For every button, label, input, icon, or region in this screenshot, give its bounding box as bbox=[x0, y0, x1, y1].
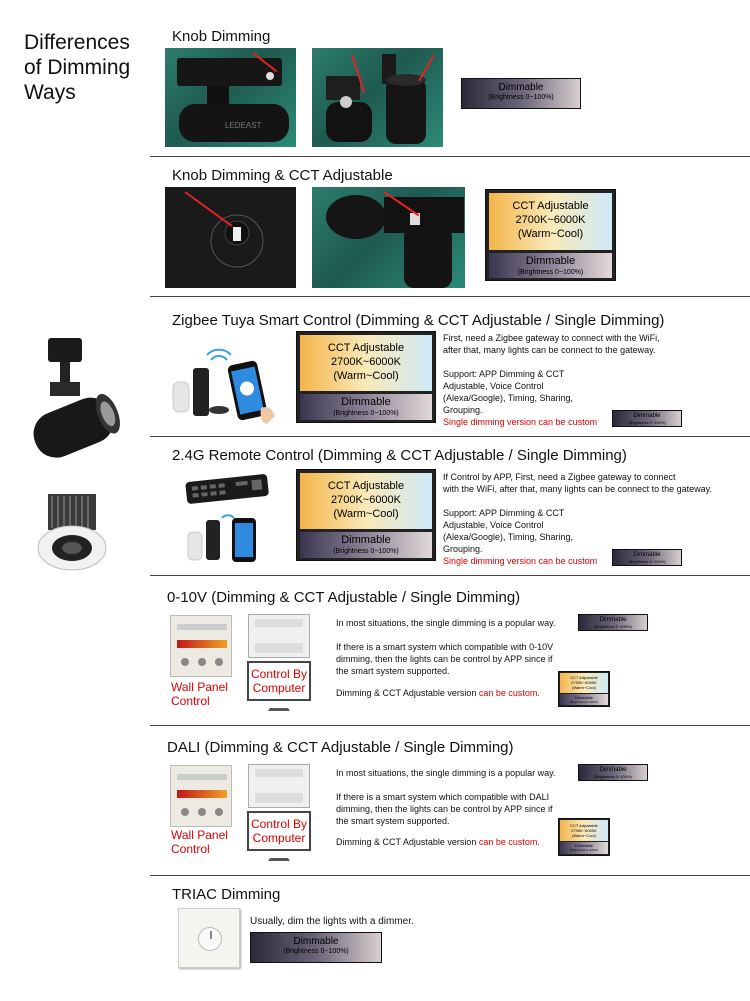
remote-p1-line-1: If Control by APP, First, need a Zigbee gateway to connect bbox=[443, 472, 676, 482]
cct-line-2: 2700K~6000K bbox=[330, 494, 402, 506]
control-by-computer-line-1: Control By bbox=[250, 667, 308, 681]
cct-gradient bbox=[560, 820, 608, 841]
cct-gradient bbox=[560, 673, 608, 693]
controller-module-image bbox=[248, 764, 310, 808]
control-by-computer-line-2: Computer bbox=[252, 831, 306, 845]
cct-dim-label: Dimmable bbox=[525, 255, 576, 267]
controller-module-image bbox=[248, 614, 310, 658]
cct-line-2: 2700K~6000K bbox=[330, 356, 402, 368]
remote-p2-line-1: Support: APP Dimming & CCT bbox=[443, 508, 565, 518]
remote-custom-note: Single dimming version can be custom bbox=[443, 556, 598, 566]
remote-p2-line-2: Adjustable, Voice Control bbox=[443, 520, 544, 530]
cct-dim-bar bbox=[300, 532, 432, 558]
remote-description bbox=[443, 471, 748, 567]
dimmer-knob-icon bbox=[198, 927, 222, 951]
remote-devices-image bbox=[182, 474, 272, 566]
zigbee-p1-line-2: after that, many lights can be connect to the gateway. bbox=[443, 345, 656, 355]
0-10v-p2 bbox=[336, 641, 586, 677]
cct-gradient bbox=[489, 193, 612, 250]
dimmable-badge-sub: (Brightness 0~100%) bbox=[488, 94, 554, 101]
section-title-triac: TRIAC Dimming bbox=[172, 886, 281, 903]
zigbee-p2-line-1: Support: APP Dimming & CCT bbox=[443, 369, 565, 379]
cct-line-2: 2700K~6000K bbox=[515, 214, 586, 226]
section-divider bbox=[150, 436, 750, 437]
dimmable-badge-label: Dimmable bbox=[599, 767, 627, 773]
cct-dim-label: Dimmable bbox=[341, 396, 391, 408]
smart-devices-image bbox=[165, 338, 280, 428]
wall-panel-label-line-1: Wall Panel bbox=[171, 680, 228, 694]
mini-cct-badge bbox=[558, 818, 610, 856]
dimmable-badge-sub: (Brightness 0~100%) bbox=[283, 948, 349, 955]
cct-line-1: CCT Adjustable bbox=[570, 823, 598, 828]
dimmable-badge-sub: (Brightness 0~100%) bbox=[628, 559, 666, 564]
remote-p2-line-3: (Alexa/Google), Timing, Sharing, bbox=[443, 532, 574, 542]
control-by-computer-box bbox=[247, 661, 311, 701]
dimmable-badge-small bbox=[578, 764, 648, 781]
page-title-line-1: Differences bbox=[24, 31, 130, 54]
dimmable-badge-sub: (Brightness 0~100%) bbox=[594, 774, 632, 779]
knob-light-photo-1 bbox=[165, 48, 296, 147]
triac-dimmer-image bbox=[178, 908, 240, 968]
section-divider bbox=[150, 156, 750, 157]
dimmable-badge-label: Dimmable bbox=[293, 936, 339, 947]
dali-p3-custom: can be custom. bbox=[478, 837, 540, 847]
dimmable-badge-label: Dimmable bbox=[633, 552, 661, 558]
zigbee-p1-line-1: First, need a Zigbee gateway to connect with the WiFi, bbox=[443, 333, 660, 343]
cct-line-3: (Warm~Cool) bbox=[333, 508, 399, 520]
cct-gradient bbox=[300, 473, 432, 529]
section-title-remote: 2.4G Remote Control (Dimming & CCT Adjustable / Single Dimming) bbox=[172, 447, 627, 464]
downlight-product-image bbox=[32, 490, 112, 580]
dali-p2 bbox=[336, 791, 586, 827]
zigbee-custom-note: Single dimming version can be custom bbox=[443, 417, 598, 427]
cct-dim-sub: (Brightness 0~100%) bbox=[569, 848, 599, 852]
dali-p2-line-1: If there is a smart system which compatible with DALI bbox=[336, 792, 550, 802]
0-10v-p3 bbox=[336, 687, 540, 699]
cct-line-1: CCT Adjustable bbox=[570, 675, 598, 680]
0-10v-p1: In most situations, the single dimming is a popular way. bbox=[336, 618, 556, 628]
0-10v-p2-line-1: If there is a smart system which compatible with 0-10V bbox=[336, 642, 554, 652]
dali-p3-text: Dimming & CCT Adjustable version bbox=[336, 837, 479, 847]
cct-line-1: CCT Adjustable bbox=[327, 480, 405, 492]
cct-line-3: (Warm~Cool) bbox=[517, 228, 584, 240]
remote-p2-line-4: Grouping. bbox=[443, 544, 483, 554]
dimmable-badge-label: Dimmable bbox=[633, 413, 661, 419]
wall-panel-label-line-2: Control bbox=[171, 694, 210, 708]
cct-line-3: (Warm~Cool) bbox=[572, 833, 596, 838]
monitor-stand-icon bbox=[268, 701, 290, 711]
cct-dim-bar bbox=[560, 694, 608, 705]
remote-p1-line-2: with the WiFi, after that, many lights can be connect to the gateway. bbox=[443, 484, 712, 494]
dimmable-badge bbox=[250, 932, 382, 963]
page-title-line-2: of Dimming bbox=[24, 56, 131, 79]
zigbee-p2-line-4: Grouping. bbox=[443, 405, 483, 415]
dimmable-badge-label: Dimmable bbox=[498, 82, 544, 93]
knob-cct-photo-1 bbox=[165, 187, 296, 288]
section-divider bbox=[150, 875, 750, 876]
dimmable-badge-sub: (Brightness 0~100%) bbox=[594, 624, 632, 629]
section-title-dali: DALI (Dimming & CCT Adjustable / Single Dimming) bbox=[167, 739, 514, 756]
dali-p1: In most situations, the single dimming is a popular way. bbox=[336, 768, 556, 778]
wall-panel-label-line-2: Control bbox=[171, 842, 210, 856]
cct-dim-sub: (Brightness 0~100%) bbox=[517, 269, 584, 276]
cct-line-1: CCT Adjustable bbox=[512, 200, 589, 212]
section-divider bbox=[150, 575, 750, 576]
wall-panel-image bbox=[170, 615, 232, 677]
monitor-stand-icon bbox=[268, 851, 290, 861]
track-light-product-image bbox=[20, 330, 125, 465]
dimmable-badge-small bbox=[612, 410, 682, 427]
dimmable-badge-small bbox=[612, 549, 682, 566]
control-by-computer-line-1: Control By bbox=[250, 817, 308, 831]
page-title bbox=[24, 30, 154, 105]
0-10v-p2-line-3: the smart system supported. bbox=[336, 666, 450, 676]
dimmable-badge-label: Dimmable bbox=[599, 617, 627, 623]
cct-dim-label: Dimmable bbox=[574, 843, 593, 848]
0-10v-p3-custom: can be custom. bbox=[478, 688, 540, 698]
dali-p3 bbox=[336, 836, 540, 848]
cct-dim-label: Dimmable bbox=[341, 534, 391, 546]
section-title-zigbee: Zigbee Tuya Smart Control (Dimming & CCT Adjustable / Single Dimming) bbox=[172, 312, 665, 329]
zigbee-cct-badge bbox=[296, 331, 436, 423]
cct-dim-label: Dimmable bbox=[574, 695, 593, 700]
knob-cct-photo-2 bbox=[312, 187, 465, 288]
zigbee-p2-line-3: (Alexa/Google), Timing, Sharing, bbox=[443, 393, 574, 403]
wall-panel-label bbox=[171, 680, 228, 708]
cct-dimmable-badge bbox=[485, 189, 616, 281]
remote-cct-badge bbox=[296, 469, 436, 561]
section-title-0-10v: 0-10V (Dimming & CCT Adjustable / Single Dimming) bbox=[167, 589, 521, 606]
cct-dim-sub: (Brightness 0~100%) bbox=[333, 410, 399, 417]
cct-line-3: (Warm~Cool) bbox=[572, 685, 596, 690]
wall-panel-image bbox=[170, 765, 232, 827]
dimmable-badge-small bbox=[578, 614, 648, 631]
section-divider bbox=[150, 725, 750, 726]
wall-panel-label bbox=[171, 828, 228, 856]
0-10v-p3-text: Dimming & CCT Adjustable version bbox=[336, 688, 479, 698]
cct-gradient bbox=[300, 335, 432, 391]
zigbee-description bbox=[443, 332, 743, 428]
dali-p2-line-3: the smart system supported. bbox=[336, 816, 450, 826]
cct-dim-sub: (Brightness 0~100%) bbox=[333, 548, 399, 555]
cct-dim-sub: (Brightness 0~100%) bbox=[569, 700, 599, 704]
knob-light-photo-2 bbox=[312, 48, 443, 147]
cct-line-2: 2700K~6000K bbox=[571, 680, 597, 685]
cct-line-2: 2700K~6000K bbox=[571, 828, 597, 833]
cct-line-1: CCT Adjustable bbox=[327, 342, 405, 354]
triac-p1: Usually, dim the lights with a dimmer. bbox=[250, 916, 414, 927]
section-title-knob: Knob Dimming bbox=[172, 28, 271, 45]
page-title-line-3: Ways bbox=[24, 81, 76, 104]
section-title-knob-cct: Knob Dimming & CCT Adjustable bbox=[172, 167, 393, 184]
zigbee-p2-line-2: Adjustable, Voice Control bbox=[443, 381, 544, 391]
cct-dim-bar bbox=[489, 253, 612, 278]
control-by-computer-line-2: Computer bbox=[252, 681, 306, 695]
cct-line-3: (Warm~Cool) bbox=[333, 370, 399, 382]
brand-logo-text: LEDEAST bbox=[225, 121, 262, 130]
dali-p2-line-2: dimming, then the lights can be control by APP since if bbox=[336, 804, 553, 814]
section-divider bbox=[150, 296, 750, 297]
cct-dim-bar bbox=[560, 842, 608, 854]
mini-cct-badge bbox=[558, 671, 610, 707]
wall-panel-label-line-1: Wall Panel bbox=[171, 828, 228, 842]
dimmable-badge bbox=[461, 78, 581, 109]
control-by-computer-box bbox=[247, 811, 311, 851]
cct-dim-bar bbox=[300, 394, 432, 420]
dimmable-badge-sub: (Brightness 0~100%) bbox=[628, 420, 666, 425]
0-10v-p2-line-2: dimming, then the lights can be control by APP since if bbox=[336, 654, 553, 664]
